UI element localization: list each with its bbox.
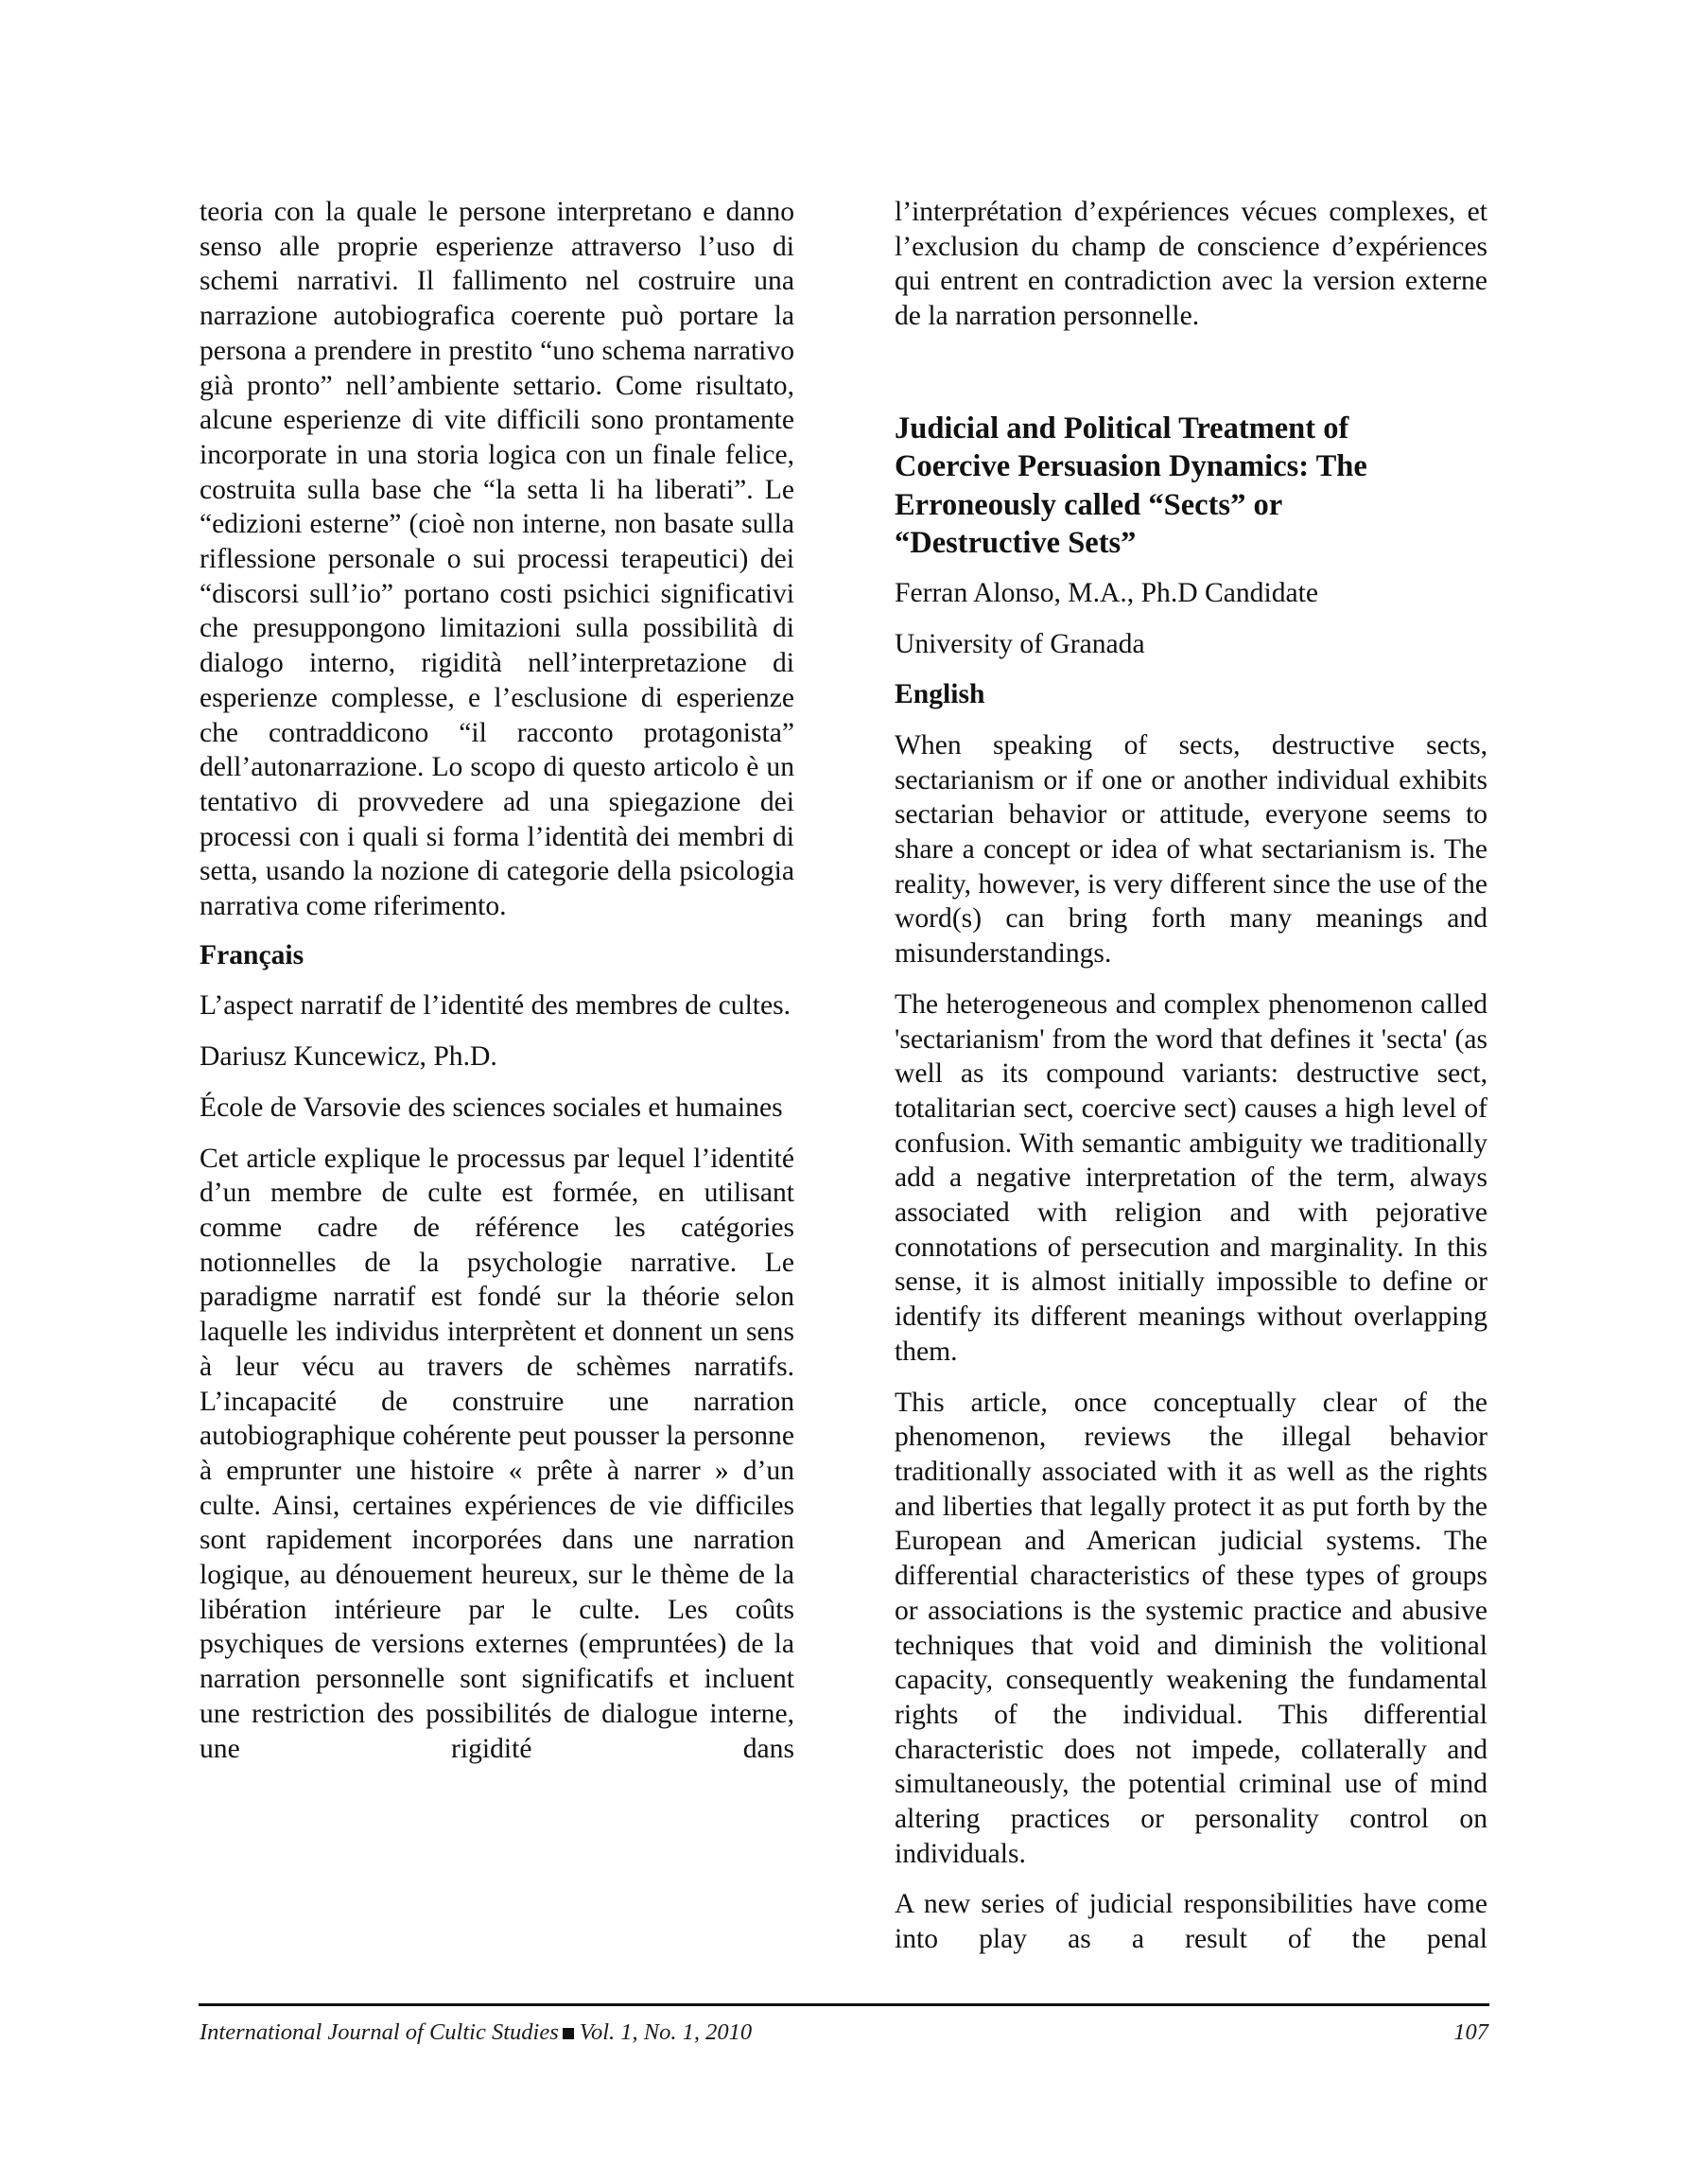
french-title: L’aspect narratif de l’identité des membres de cultes. [200, 990, 791, 1022]
running-footer [200, 2018, 752, 2047]
journal-name: International Journal of Cultic Studies [200, 2019, 559, 2045]
article-title [895, 410, 1487, 563]
left-column [200, 195, 794, 1766]
article-title-line: Erroneously called “Sects” or [895, 487, 1283, 522]
page-number: 107 [1453, 2019, 1488, 2045]
issue-info: Vol. 1, No. 1, 2010 [579, 2019, 753, 2045]
article-affiliation: University of Granada [895, 628, 1145, 659]
black-square-icon [563, 2028, 574, 2039]
body-paragraph: This article, once conceptually clear of the phenomenon, reviews the illegal behavior traditionally associated with it as well as the rights and liberties that legally protect it as put forth by the European and American judicial systems. The differential characteristics of these types of groups or associations is the systemic practice and abusive techniques that void and diminish the volitional capacity, consequently weakening the fundamental rights of the individual. This differential characteristic does not impede, collaterally and simultaneously, the potential criminal use of mind altering practices or personality control on individuals. [895, 1387, 1487, 1869]
french-heading: Français [200, 939, 304, 970]
right-column [895, 195, 1487, 1957]
body-paragraph: When speaking of sects, destructive sects, sectarianism or if one or another individual exhibits sectarian behavior or attitude, everyone seems to share a concept or idea of what sectarianism is. The reality, however, is very different since the use of the word(s) can bring forth many meanings and misunderstandings. [895, 729, 1487, 970]
french-author: Dariusz Kuncewicz, Ph.D. [200, 1041, 497, 1073]
italian-abstract-continued: teoria con la quale le persone interpretano e danno senso alle proprie esperienze attraverso l’uso di schemi narrativi. Il fallimento nel costruire una narrazione autobiografica coerente può portare la persona a prendere in prestito “uno schema narrativo già pronto” nell’ambiente settario. Come risultato, alcune esperienze di vite difficili sono prontamente incorporate in una storia logica con un finale felice, costruita sulla base che “la setta li ha liberati”. Le “edizioni esterne” (cioè non interne, non basate sulla riflessione personale o sui processi terapeutici) dei “discorsi sull’io” portano costi psichici significativi che presuppongono limitazioni sulla possibilità di dialogo interno, rigidità nell’interpretazione di esperienze complesse, e l’esclusione di esperienze che contraddicono “il racconto protagonista” dell’autonarrazione. Lo scopo di questo articolo è un tentativo di provvedere ad una spiegazione dei processi con i quali si forma l’identità dei membri di setta, usando la nozione di categorie della psicologia narrativa come riferimento. [200, 197, 794, 922]
footer-rule [199, 2003, 1489, 2006]
english-heading: English [895, 679, 985, 710]
french-abstract: Cet article explique le processus par lequel l’identité d’un membre de culte est formée, en utilisant comme cadre de référence les catégories notionnelles de la psychologie narrative. Le paradigme narratif est fondé sur la théorie selon laquelle les individus interprètent et donnent un sens à leur vécu au travers de schèmes narratifs. L’incapacité de construire une narration autobiographique cohérente peut pousser la personne à emprunter une histoire « prête à narrer » d’un culte. Ainsi, certaines expériences de vie difficiles sont rapidement incorporées dans une narration logique, au dénouement heureux, sur le thème de la libération intérieure par le culte. Les coûts psychiques de versions externes (empruntées) de la narration personnelle sont significatifs et incluent une restriction des possibilités de dialogue interne, une rigidité dans [200, 1143, 794, 1764]
body-paragraph: The heterogeneous and complex phenomenon called 'sectarianism' from the word that defines it 'secta' (as well as its compound variants: destructive sect, totalitarian sect, coercive sect) causes a high level of confusion. With semantic ambiguity we traditionally add a negative interpretation of the term, always associated with religion and with pejorative connotations of persecution and marginality. In this sense, it is almost initially impossible to define or identify its different meanings without overlapping them. [895, 988, 1487, 1367]
article-title-line: Judicial and Political Treatment of [895, 411, 1349, 446]
article-author: Ferran Alonso, M.A., Ph.D Candidate [895, 577, 1318, 608]
french-affiliation: École de Varsovie des sciences sociales et humaines [200, 1092, 783, 1123]
french-abstract-continued: l’interprétation d’expériences vécues complexes, et l’exclusion du champ de conscience d’expériences qui entrent en contradiction avec la version externe de la narration personnelle. [895, 197, 1487, 332]
article-title-line: “Destructive Sets” [895, 526, 1137, 561]
body-paragraph: A new series of judicial responsibilities have come into play as a result of the penal [895, 1889, 1487, 1955]
article-title-line: Coercive Persuasion Dynamics: The [895, 449, 1367, 484]
